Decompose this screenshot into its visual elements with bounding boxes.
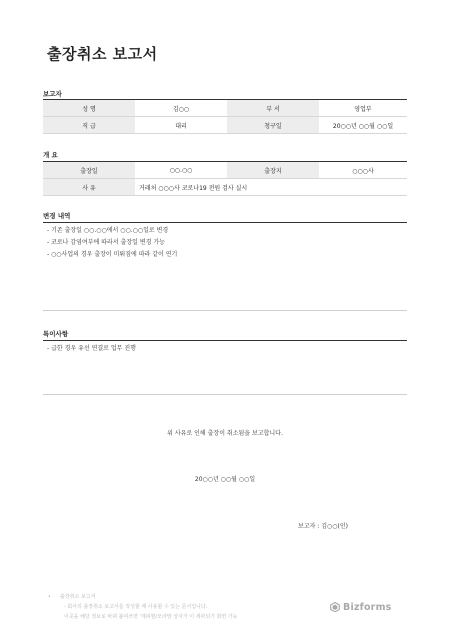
table-row — [43, 100, 407, 117]
section-rule — [43, 340, 407, 341]
document-title: 출장취소 보고서 — [47, 45, 158, 63]
footer-note: 이곳을 해당 정보로 바꿔 붙여쓰면 '제피맨/모라맘 상자가 이 세파되기 화면 가능 — [64, 614, 238, 620]
section-bottom-rule — [43, 394, 407, 395]
list-item: - ○○사업의 경우 출장이 미뤄짐에 따라 같이 연기 — [47, 251, 178, 258]
report-date: 20○○년 ○○월 ○○일 — [194, 476, 256, 483]
reason-header: 사 유 — [43, 179, 135, 196]
department-header: 부 서 — [227, 100, 319, 117]
destination-header: 출장지 — [227, 162, 319, 179]
section-rule — [43, 222, 407, 223]
bizforms-logo — [330, 601, 392, 613]
list-item: - 코로나 감염여부에 따라서 출장일 변경 가능 — [47, 239, 165, 246]
name-header: 성 명 — [43, 100, 135, 117]
notes-section-label: 특이사항 — [43, 330, 69, 338]
footer-title: 출장취소 보고서 — [60, 594, 96, 600]
list-item: - 급한 경우 유선 연결로 업무 진행 — [47, 345, 136, 352]
bizforms-logo-icon — [330, 602, 340, 612]
trip-date-header: 출장일 — [43, 162, 135, 179]
reporter-signature: 보고자 : 김○○(인) — [298, 523, 348, 530]
table-row — [43, 162, 407, 179]
section-bottom-rule — [43, 310, 407, 311]
changes-section-label: 변경 내역 — [43, 212, 71, 220]
footer-description: - 회사의 출장취소 보고서를 작성할 때 사용할 수 있는 문서입니다. — [64, 604, 208, 610]
department-value: 영업부 — [319, 100, 407, 117]
reporter-section-label: 보고자 — [43, 90, 62, 98]
destination-value: ○○○사 — [319, 162, 407, 179]
changes-list — [47, 225, 177, 261]
reporter-table — [43, 100, 407, 134]
overview-table — [43, 162, 407, 196]
table-row — [43, 117, 407, 134]
statement-text: 위 사유로 인해 출장이 취소됨을 보고합니다. — [167, 430, 283, 437]
request-date-value: 20○○년 ○○월 ○○일 — [319, 117, 407, 134]
notes-list — [47, 343, 136, 355]
reason-value: 거래처 ○○○사 코로나19 전원 검사 실시 — [135, 179, 407, 196]
request-date-header: 청구일 — [227, 117, 319, 134]
rank-header: 직 급 — [43, 117, 135, 134]
name-value: 김○○ — [135, 100, 227, 117]
footer-bullet: • — [48, 594, 51, 600]
bizforms-logo-text: Bizforms — [343, 601, 392, 613]
footer-guide — [48, 592, 238, 622]
rank-value: 대리 — [135, 117, 227, 134]
table-row — [43, 179, 407, 196]
list-item: - 기존 출장일 ○○.○○에서 ○○.○○일로 변경 — [47, 227, 169, 234]
trip-date-value: ○○.○○ — [135, 162, 227, 179]
overview-section-label: 개 요 — [43, 151, 58, 159]
